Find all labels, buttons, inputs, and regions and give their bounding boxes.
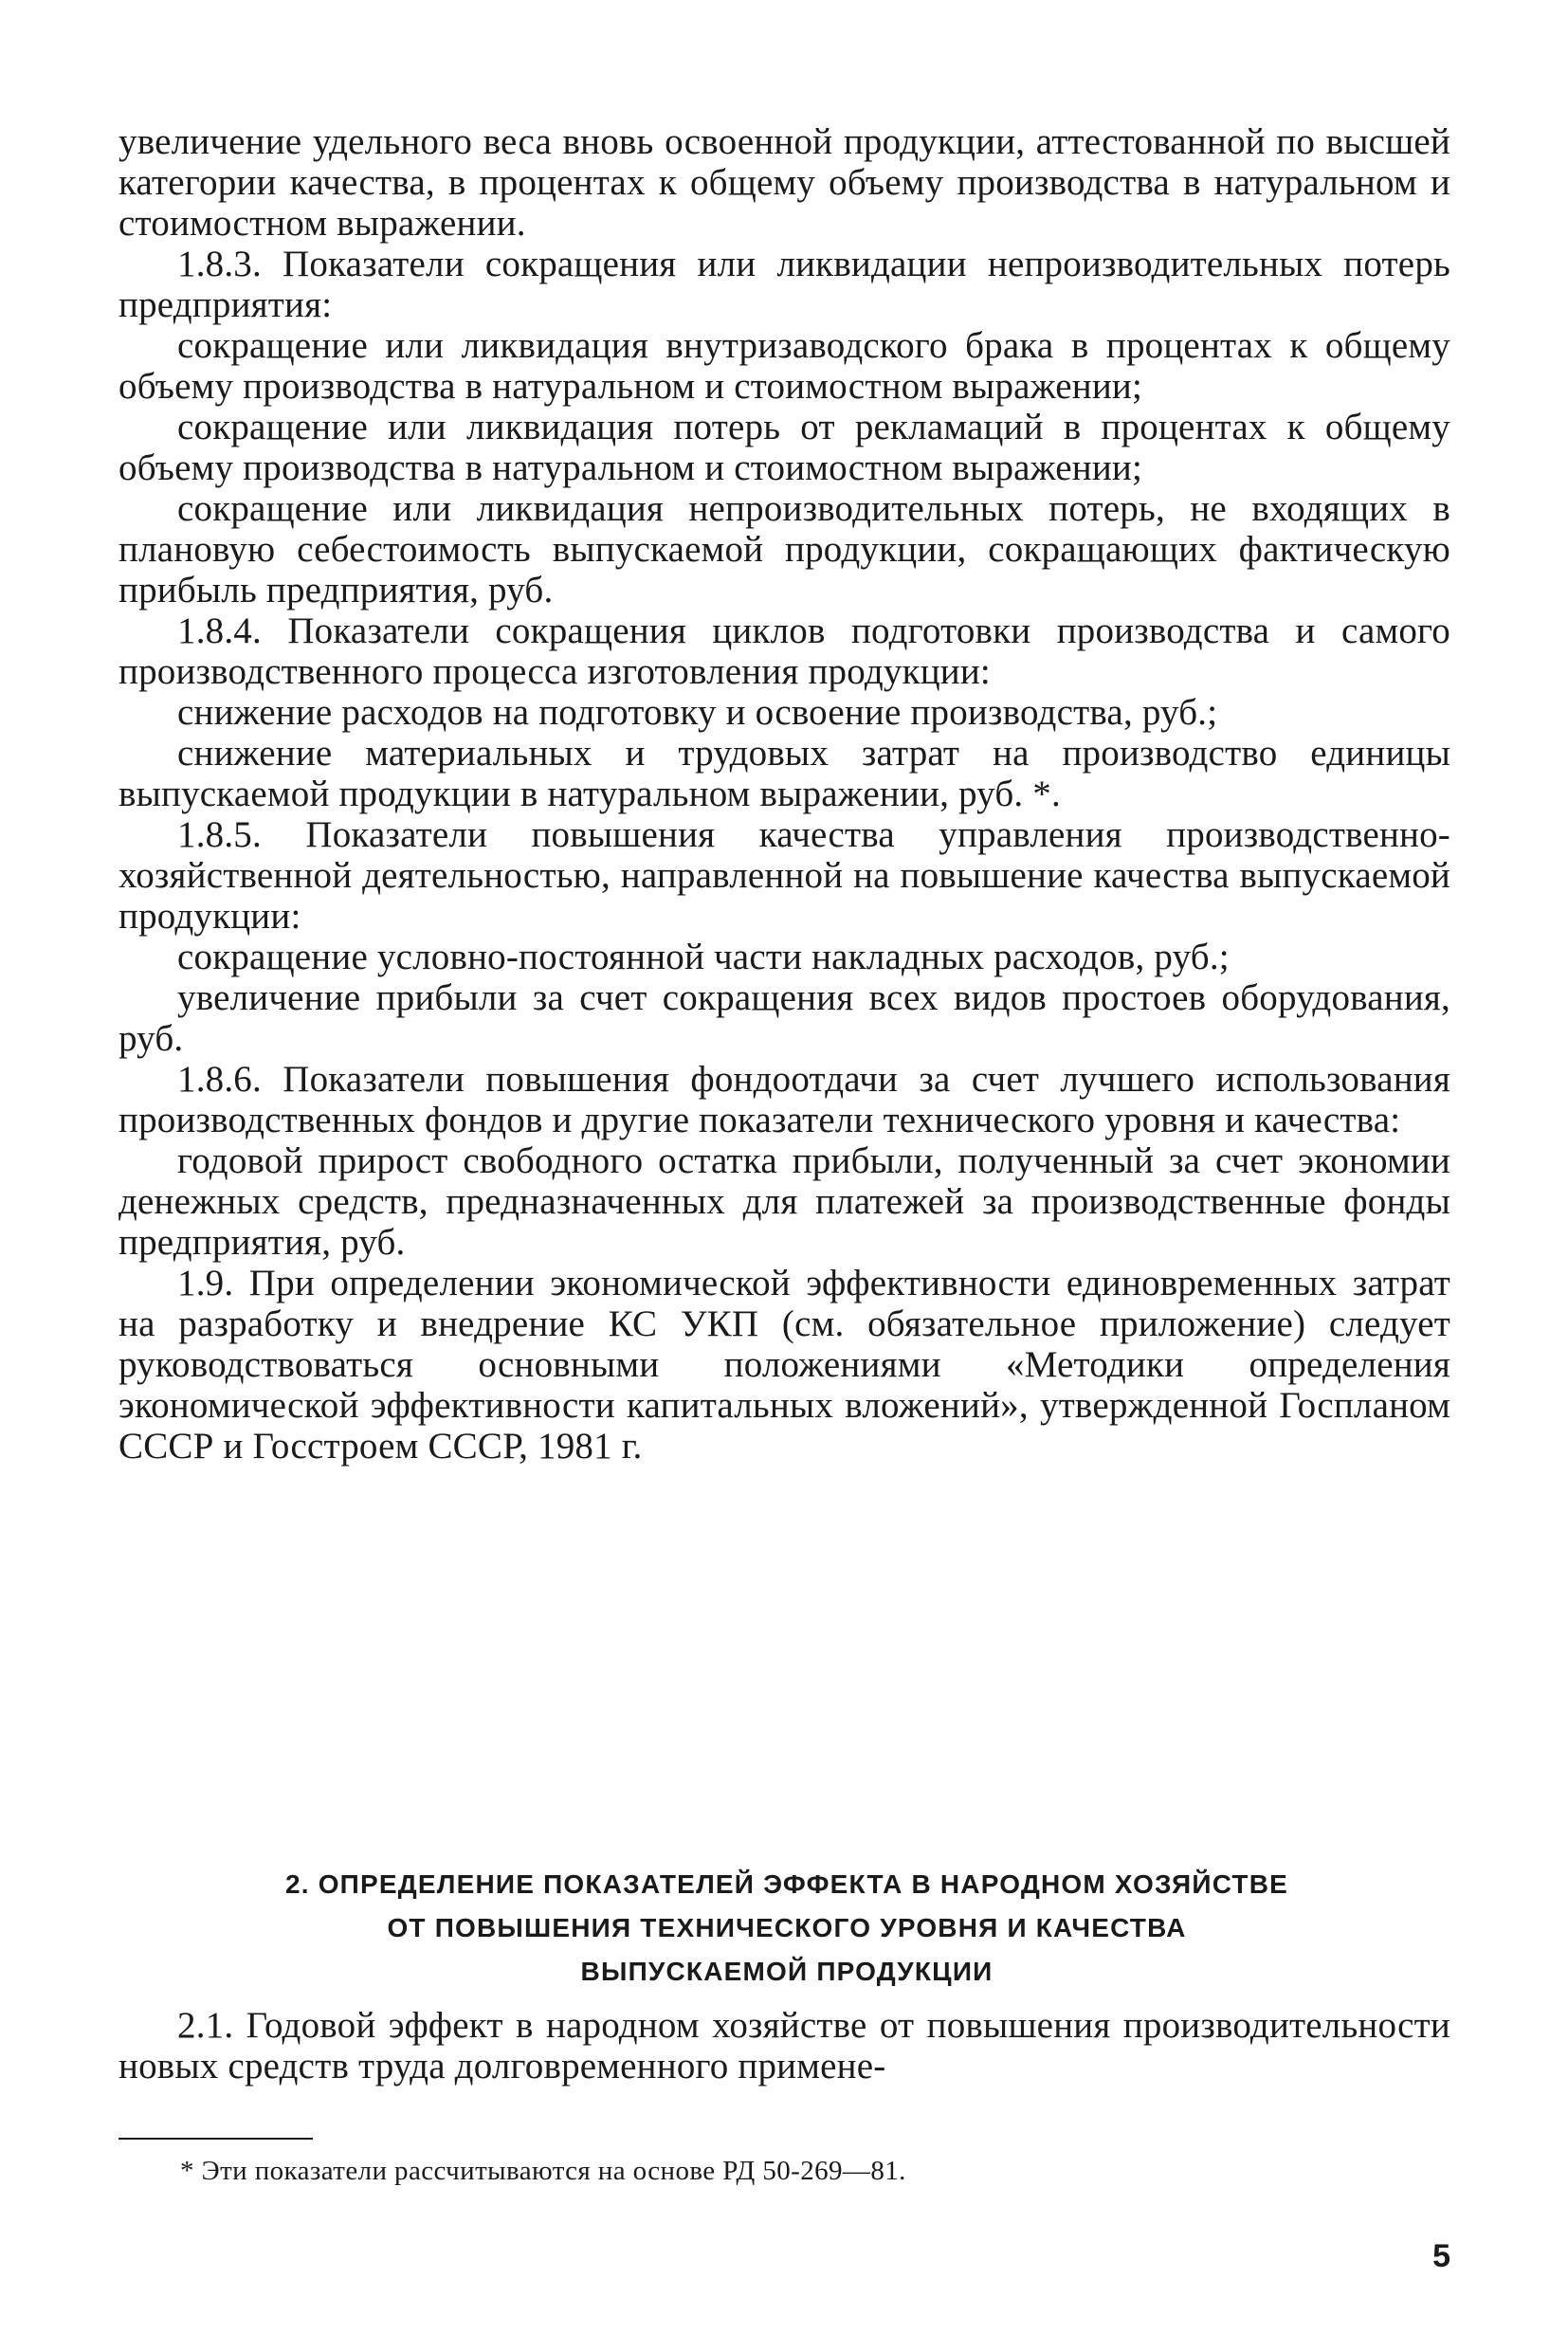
page-number: 5: [1432, 2238, 1450, 2274]
paragraph: сокращение или ликвидация непроизводительных потерь, не входящих в плановую себестоимость выпускаемой продукции, сокращающих фактическую прибыль предприятия, руб.: [119, 488, 1450, 611]
paragraph: сокращение или ликвидация внутризаводского брака в процентах к общему объему производства в натуральном и стоимостном выражении;: [119, 325, 1450, 407]
paragraph: сокращение условно-постоянной части накладных расходов, руб.;: [177, 937, 1230, 977]
body-text: [119, 121, 1450, 1467]
paragraph: годовой прирост свободного остатка прибыли, полученный за счет экономии денежных средств, предназначенных для платежей за производственные фонды предприятия, руб.: [119, 1140, 1450, 1263]
section-heading-line: ВЫПУСКАЕМОЙ ПРОДУКЦИИ: [580, 1957, 994, 1986]
paragraph: 1.8.5. Показатели повышения качества управления производственно-хозяйственной деятельностью, направленной на повышение качества выпускаемой продукции:: [119, 814, 1450, 937]
paragraph: сокращение или ликвидация потерь от рекламаций в процентах к общему объему производства в натуральном и стоимостном выражении;: [119, 407, 1450, 488]
footnote-divider: [119, 2138, 313, 2140]
section-2-text: [119, 2005, 1450, 2087]
section-heading-line: 2. ОПРЕДЕЛЕНИЕ ПОКАЗАТЕЛЕЙ ЭФФЕКТА В НАРОДНОМ ХОЗЯЙСТВЕ: [284, 1869, 1289, 1899]
paragraph: 1.8.4. Показатели сокращения циклов подготовки производства и самого производственного процесса изготовления продукции:: [119, 611, 1450, 692]
paragraph: увеличение прибыли за счет сокращения всех видов простоев оборудования, руб.: [119, 977, 1450, 1059]
paragraph: 1.9. При определении экономической эффективности единовременных затрат на разработку и внедрение КС УКП (см. обязательное приложение) следует руководствоваться основными положениями «Методики определения экономической эффективности капитальных вложений», утвержденной Госпланом СССР и Госстроем СССР, 1981 г.: [119, 1263, 1450, 1467]
paragraph: снижение расходов на подготовку и освоение производства, руб.;: [177, 692, 1218, 733]
paragraph: увеличение удельного веса вновь освоенной продукции, аттестованной по высшей категории качества, в процентах к общему объему производства в натуральном и стоимостном выражении.: [119, 121, 1450, 244]
paragraph: 1.8.6. Показатели повышения фондоотдачи за счет лучшего использования производственных фондов и другие показатели технического уровня и качества:: [119, 1059, 1450, 1140]
paragraph: снижение материальных и трудовых затрат на производство единицы выпускаемой продукции в натуральном выражении, руб. *.: [119, 733, 1450, 814]
paragraph: 1.8.3. Показатели сокращения или ликвидации непроизводительных потерь предприятия:: [119, 244, 1450, 325]
footnote: * Эти показатели рассчитываются на основе РД 50-269—81.: [180, 2156, 906, 2186]
paragraph: 2.1. Годовой эффект в народном хозяйстве от повышения производительности новых средств труда долговременного примене-: [119, 2005, 1450, 2087]
section-heading: [152, 1863, 1422, 1994]
section-heading-line: ОТ ПОВЫШЕНИЯ ТЕХНИЧЕСКОГО УРОВНЯ И КАЧЕСТВА: [387, 1913, 1187, 1942]
